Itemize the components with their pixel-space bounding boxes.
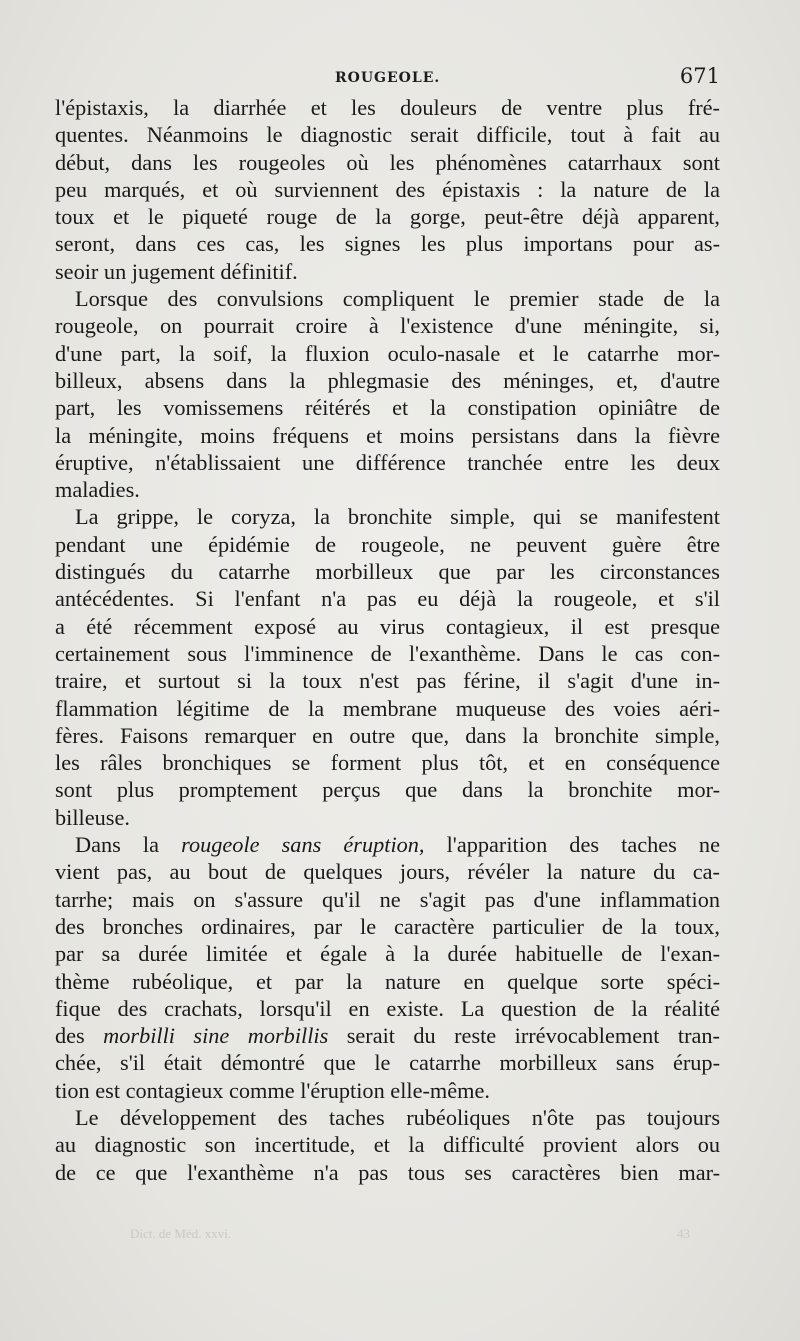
paragraph-4 — [55, 831, 720, 1104]
paragraph-2 — [55, 285, 720, 503]
text-line: de ce que l'exanthème n'a pas tous ses caractères bien mar- — [55, 1159, 720, 1185]
text-line: billeux, absens dans la phlegmasie des méninges, et, d'autre — [55, 367, 720, 393]
page-header — [55, 64, 720, 94]
text-line: par sa durée limitée et égale à la durée habituelle de l'exan- — [55, 941, 720, 967]
text-line: quentes. Néanmoins le diagnostic serait difficile, tout à fait au — [55, 122, 720, 148]
text-line: a été récemment exposé au virus contagieux, il est presque — [55, 613, 720, 639]
text-line: sont plus promptement perçus que dans la bronchite mor- — [55, 777, 720, 803]
italic-term: morbilli sine morbillis — [103, 1023, 329, 1049]
text-line: les râles bronchiques se forment plus tôt, et en conséquence — [55, 750, 720, 776]
text-line: d'une part, la soif, la fluxion oculo-nasale et le catarrhe mor- — [55, 340, 720, 366]
sheet-number: 43 — [677, 1226, 690, 1241]
text-line: au diagnostic son incertitude, et la difficulté provient alors ou — [55, 1132, 720, 1158]
text-run: Dans la — [75, 832, 182, 858]
text-line: tion est contagieux comme l'éruption elle-même. — [55, 1077, 490, 1103]
text-line: tarrhe; mais on s'assure qu'il ne s'agit pas d'une inflammation — [55, 886, 720, 912]
page-footer — [130, 1226, 690, 1246]
text-line: Le développement des taches rubéoliques n'ôte pas toujours — [75, 1104, 720, 1130]
text-line: Lorsque des convulsions compliquent le premier stade de la — [75, 286, 720, 312]
text-line: l'épistaxis, la diarrhée et les douleurs de ventre plus fré- — [55, 95, 720, 120]
page-number: 671 — [679, 64, 720, 88]
text-line: antécédentes. Si l'enfant n'a pas eu déjà la rougeole, et s'il — [55, 586, 720, 612]
text-line — [55, 1022, 720, 1049]
paragraph-1 — [55, 94, 720, 285]
paragraph-5 — [55, 1104, 720, 1186]
text-line: peu marqués, et où surviennent des épistaxis : la nature de la — [55, 176, 720, 202]
text-line: rougeole, on pourrait croire à l'existence d'une méningite, si, — [55, 313, 720, 339]
printer-signature: Dict. de Méd. xxvi. — [130, 1226, 232, 1241]
italic-term: rougeole sans éruption, — [181, 832, 425, 858]
text-run: des — [55, 1023, 104, 1049]
text-line: vient pas, au bout de quelques jours, révéler la nature du ca- — [55, 859, 720, 885]
text-run: l'apparition des taches ne — [424, 832, 720, 858]
text-line: maladies. — [55, 477, 140, 503]
text-line: seront, dans ces cas, les signes les plus importans pour as- — [55, 231, 720, 257]
text-line: fères. Faisons remarquer en outre que, dans la bronchite simple, — [55, 722, 720, 748]
text-line: flammation légitime de la membrane muqueuse des voies aéri- — [55, 695, 720, 721]
text-line: distingués du catarrhe morbilleux que par les circonstances — [55, 559, 720, 585]
text-run: serait du reste irrévocablement tran- — [328, 1023, 720, 1049]
text-line: éruptive, n'établissaient une différence tranchée entre les deux — [55, 449, 720, 475]
text-line: toux et le piqueté rouge de la gorge, peut-être déjà apparent, — [55, 204, 720, 230]
text-line: seoir un jugement définitif. — [55, 258, 298, 284]
text-line: fique des crachats, lorsqu'il en existe. La question de la réalité — [55, 995, 720, 1021]
text-line: billeuse. — [55, 804, 130, 830]
text-line: la méningite, moins fréquens et moins persistans dans la fièvre — [55, 422, 720, 448]
text-line: début, dans les rougeoles où les phénomènes catarrhaux sont — [55, 149, 720, 175]
text-line: des bronches ordinaires, par le caractère particulier de la toux, — [55, 913, 720, 939]
text-line: chée, s'il était démontré que le catarrhe morbilleux sans érup- — [55, 1050, 720, 1076]
text-line — [55, 831, 720, 858]
paragraph-3 — [55, 503, 720, 831]
text-line: pendant une épidémie de rougeole, ne peuvent guère être — [55, 531, 720, 557]
running-title: ROUGEOLE. — [335, 70, 441, 86]
text-line: part, les vomissemens réitérés et la constipation opiniâtre de — [55, 395, 720, 421]
text-line: certainement sous l'imminence de l'exanthème. Dans le cas con- — [55, 640, 720, 666]
text-line: traire, et surtout si la toux n'est pas férine, il s'agit d'une in- — [55, 668, 720, 694]
page-body — [55, 94, 720, 1186]
text-line: thème rubéolique, et par la nature en quelque sorte spéci- — [55, 968, 720, 994]
text-line: La grippe, le coryza, la bronchite simple, qui se manifestent — [75, 504, 720, 530]
